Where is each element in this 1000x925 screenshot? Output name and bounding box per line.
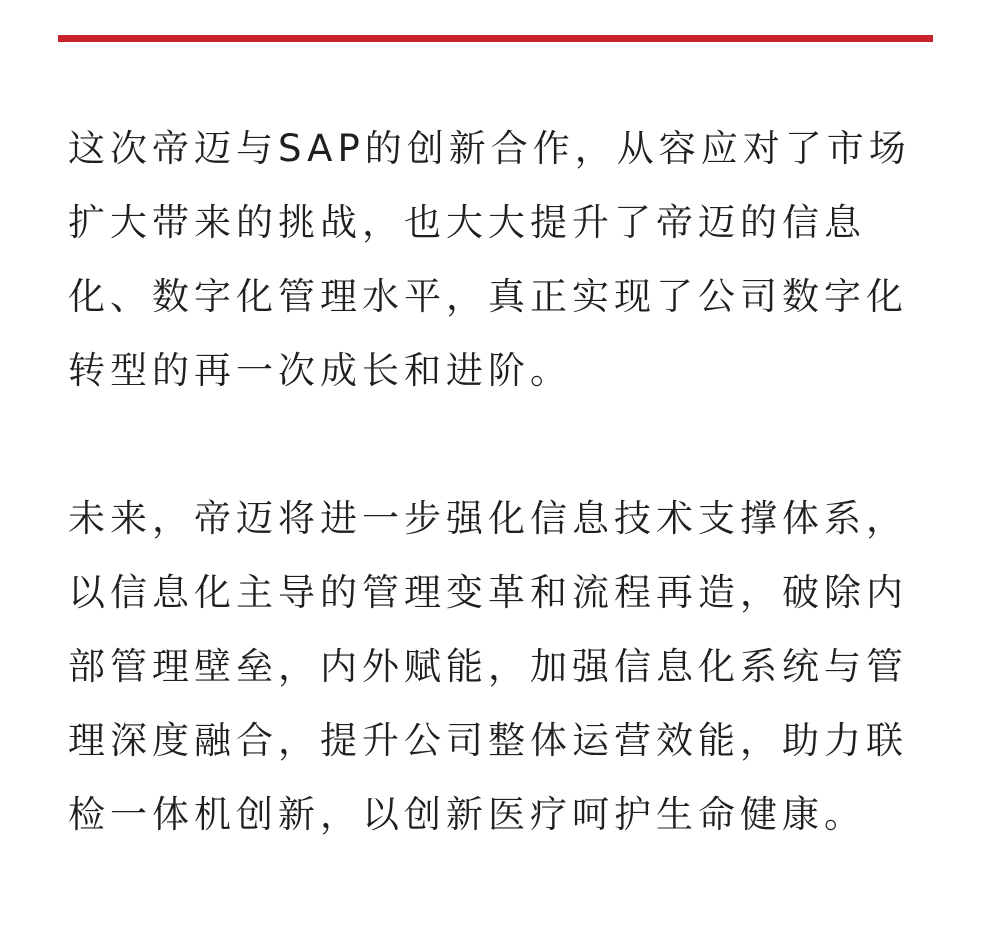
- text-line: 转型的再一次成长和进阶。: [68, 349, 572, 392]
- text-line: 检一体机创新，以创新医疗呵护生命健康。: [68, 793, 866, 836]
- text-line: 化、数字化管理水平，真正实现了公司数字化: [68, 275, 908, 318]
- text-line: 以信息化主导的管理变革和流程再造，破除内: [68, 571, 908, 614]
- text-line: 部管理壁垒，内外赋能，加强信息化系统与管: [68, 645, 908, 688]
- top-divider-bar: [58, 35, 933, 42]
- paragraph-1: [68, 112, 938, 408]
- text-line: 扩大带来的挑战，也大大提升了帝迈的信息: [68, 201, 866, 244]
- text-line: 这次帝迈与SAP的创新合作，从容应对了市场: [68, 127, 911, 170]
- text-line: 未来，帝迈将进一步强化信息技术支撑体系，: [68, 497, 908, 540]
- paragraph-2: [68, 482, 938, 852]
- article-body: [68, 112, 938, 852]
- text-line: 理深度融合，提升公司整体运营效能，助力联: [68, 719, 908, 762]
